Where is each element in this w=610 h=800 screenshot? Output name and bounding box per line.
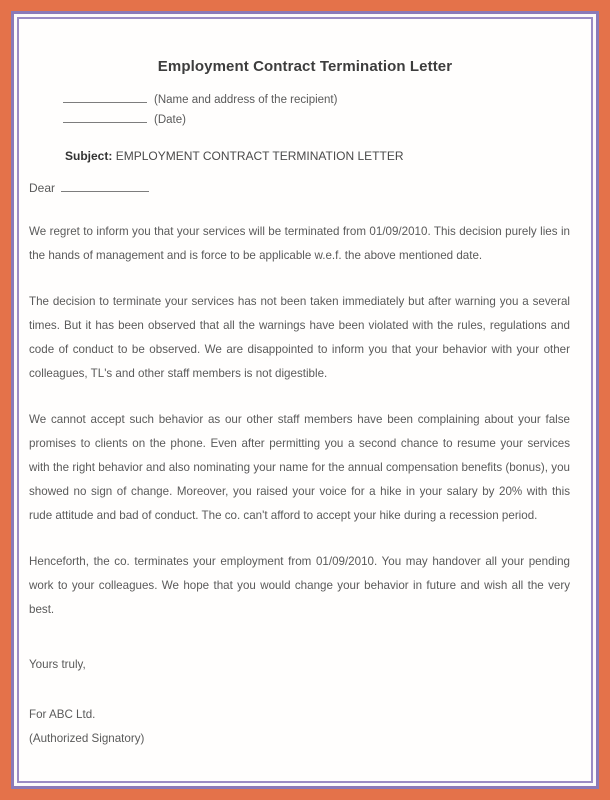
recipient-name-caption: (Name and address of the recipient) — [154, 94, 338, 106]
recipient-block — [19, 91, 591, 126]
subject-value: EMPLOYMENT CONTRACT TERMINATION LETTER — [115, 149, 404, 163]
salutation-name-blank[interactable] — [61, 180, 149, 192]
recipient-date-row — [63, 111, 591, 126]
recipient-date-caption: (Date) — [154, 114, 186, 126]
decorative-border-gap — [14, 14, 596, 786]
body-paragraph: Henceforth, the co. terminates your employment from 01/09/2010. You may handover all your pending work to your colleagues. We hope that you would change your behavior in future and wish all the very best. — [29, 555, 570, 616]
letter-body — [19, 220, 591, 622]
salutation-line — [19, 180, 591, 195]
body-paragraph: We regret to inform you that your services will be terminated from 01/09/2010. This decision purely lies in the hands of management and is force to be applicable w.e.f. the above mentioned date. — [29, 225, 570, 262]
decorative-border-inner — [17, 17, 593, 783]
closing-valediction: Yours truly, — [29, 658, 86, 671]
body-paragraph: We cannot accept such behavior as our other staff members have been complaining about your false promises to clients on the phone. Even after permitting you a second chance to resume your services with the right behavior and also nominating your name for the annual compensation benefits (bonus), you showed no sign of change. Moreover, you raised your voice for a hike in your salary by 20% with this rude attitude and bad of conduct. The co. can't afford to accept your hike during a recession period. — [29, 413, 570, 522]
page-title: Employment Contract Termination Letter — [157, 58, 453, 75]
recipient-name-row — [63, 91, 591, 106]
subject-label: Subject: — [65, 149, 113, 163]
body-paragraph: The decision to terminate your services has not been taken immediately but after warning you a several times. But it has been observed that all the warnings have been violated with the rules, regulations and code of conduct to be observed. We are disappointed to inform you that your behavior with your other colleagues, TL's and other staff members is not digestible. — [29, 295, 570, 380]
recipient-name-blank[interactable] — [63, 91, 147, 103]
closing-signatory: (Authorized Signatory) — [29, 732, 145, 745]
subject-line — [19, 149, 591, 163]
closing-company: For ABC Ltd. — [29, 708, 96, 721]
recipient-date-blank[interactable] — [63, 111, 147, 123]
letter-page — [19, 19, 591, 781]
salutation-label: Dear — [29, 181, 56, 195]
decorative-border-outer — [11, 11, 599, 789]
